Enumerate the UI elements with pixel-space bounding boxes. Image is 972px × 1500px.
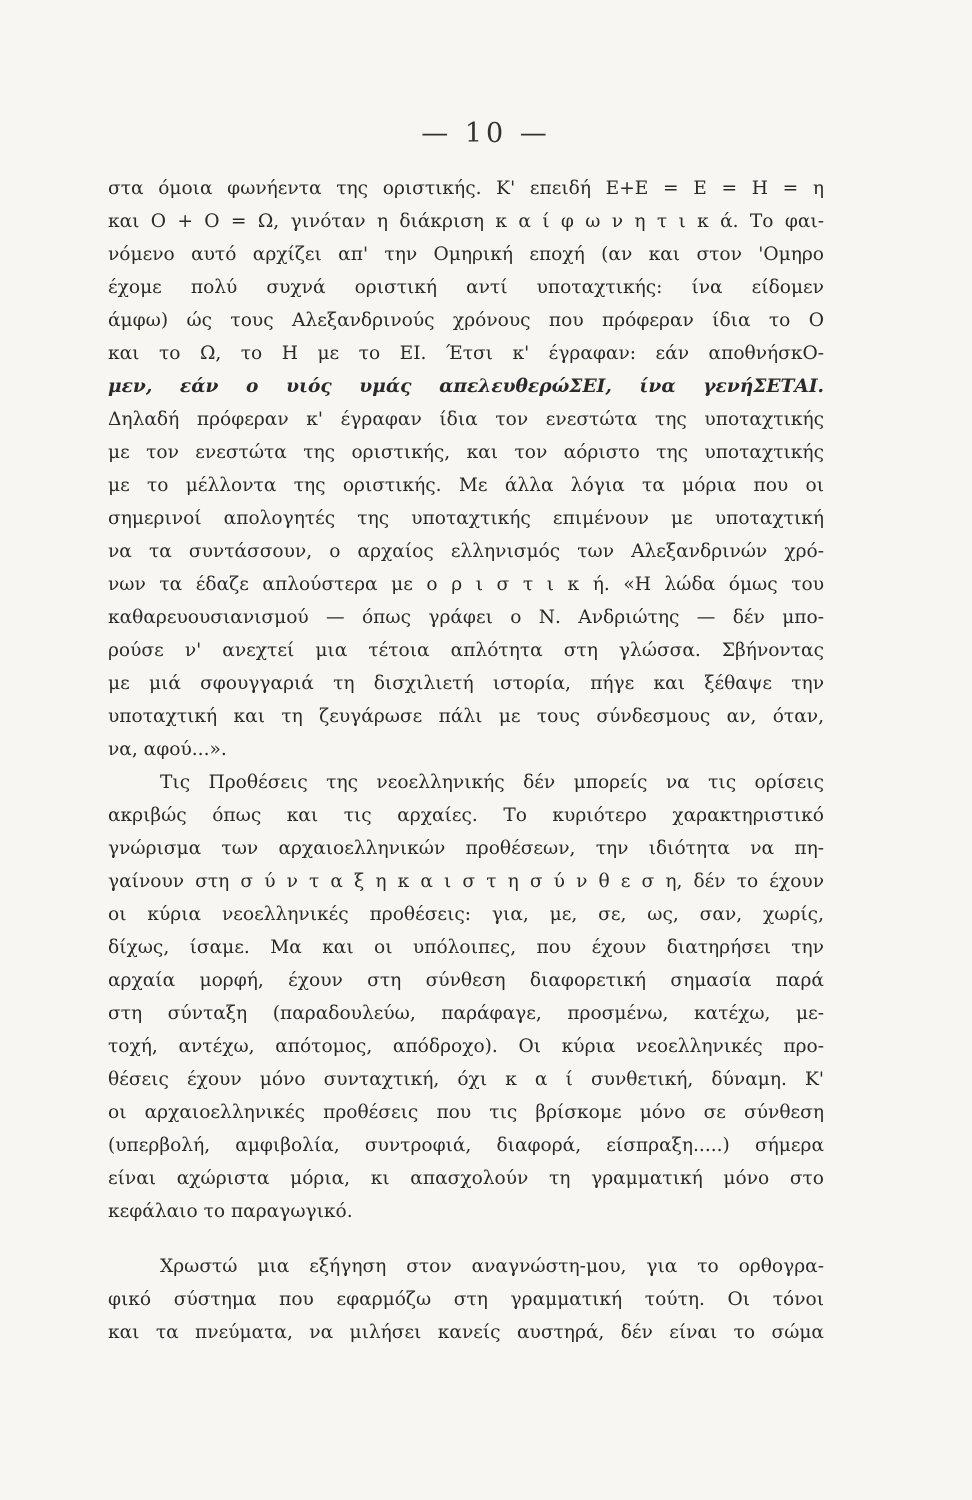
text-line: καθαρευουσιανισμού — όπως γράφει ο Ν. Ανδριώτης — δέν μπο- — [108, 607, 824, 628]
paragraph-3 — [108, 1250, 824, 1349]
text-line: να τα συντάσσουν, ο αρχαίος ελληνισμός των Αλεξανδρινών χρό- — [108, 541, 824, 562]
text-line: οι αρχαιοελληνικές προθέσεις που τις βρίσκομε μόνο σε σύνθεση — [108, 1102, 824, 1123]
text-line: αρχαία μορφή, έχουν στη σύνθεση διαφορετική σημασία παρά — [108, 970, 824, 991]
text-line: γνώρισμα των αρχαιοελληνικών προθέσεων, την ιδιότητα να πη- — [108, 838, 824, 859]
text-line: ρούσε ν' ανεχτεί μια τέτοια απλότητα στη γλώσσα. Σβήνοντας — [108, 640, 824, 661]
text-line: και Ο + Ο = Ω, γινόταν η διάκριση κ α ί φ ω ν η τ ι κ ά. Το φαι- — [108, 211, 824, 232]
text-line: με το μέλλοντα της οριστικής. Με άλλα λόγια τα μόρια που οι — [108, 475, 824, 496]
text-line: φικό σύστημα που εφαρμόζω στη γραμματική τούτη. Οι τόνοι — [108, 1289, 824, 1310]
text-line: είναι αχώριστα μόρια, κι απασχολούν τη γραμματική μόνο στο — [108, 1168, 824, 1189]
text-line: νων τα έδαζε απλούστερα με ο ρ ι σ τ ι κ ή. «Η λώδα όμως του — [108, 574, 824, 595]
text-line: με τον ενεστώτα της οριστικής, και τον αόριστο της υποταχτικής — [108, 442, 824, 463]
text-line: και τα πνεύματα, να μιλήσει κανείς αυστηρά, δέν είναι το σώμα — [108, 1322, 824, 1343]
page-number: — 10 — — [421, 118, 551, 149]
text-line: ακριβώς όπως και τις αρχαίες. Το κυριότερο χαρακτηριστικό — [108, 805, 824, 826]
text-line: έχομε πολύ συχνά οριστική αντί υποταχτικής: ίνα είδομεν — [108, 277, 824, 298]
text-line: Χρωστώ μια εξήγηση στον αναγνώστη-μου, για το ορθογρα- — [160, 1256, 824, 1277]
text-line: θέσεις έχουν μόνο συνταχτική, όχι κ α ί συνθετική, δύναμη. Κ' — [108, 1069, 824, 1090]
text-line: νόμενο αυτό αρχίζει απ' την Ομηρική εποχή (αν και στον 'Ομηρο — [108, 244, 824, 265]
text-line: στη σύνταξη (παραδουλεύω, παράφαγε, προσμένω, κατέχω, με- — [108, 1003, 824, 1024]
text-line: και το Ω, το Η με το ΕΙ. Έτσι κ' έγραφαν: εάν αποθνήσκΟ- — [108, 343, 824, 364]
text-line: κεφάλαιο το παραγωγικό. — [108, 1201, 353, 1222]
text-line: υποταχτική και τη ζευγάρωσε πάλι με τους σύνδεσμους αν, όταν, — [108, 706, 824, 727]
text-line: Δηλαδή πρόφεραν κ' έγραφαν ίδια τον ενεστώτα της υποταχτικής — [108, 409, 824, 430]
text-line: τοχή, αντέχω, απότομος, απόδροχο). Οι κύρια νεοελληνικές προ- — [108, 1036, 824, 1057]
text-line: γαίνουν στη σ ύ ν τ α ξ η κ α ι σ τ η σ ύ ν θ ε σ η, δέν το έχουν — [108, 871, 824, 892]
text-line: (υπερβολή, αμφιβολία, συντροφιά, διαφορά, είσπραξη.....) σήμερα — [108, 1135, 824, 1156]
text-line: άμφω) ώς τους Αλεξανδρινούς χρόνους που πρόφεραν ίδια το Ο — [108, 310, 824, 331]
text-line: οι κύρια νεοελληνικές προθέσεις: για, με, σε, ως, σαν, χωρίς, — [108, 904, 824, 925]
text-line: Τις Προθέσεις της νεοελληνικής δέν μπορείς να τις ορίσεις — [160, 772, 824, 793]
text-line: δίχως, ίσαμε. Μα και οι υπόλοιπες, που έχουν διατηρήσει την — [108, 937, 824, 958]
text-line: στα όμοια φωνήεντα της οριστικής. Κ' επειδή Ε+Ε = Ε = Η = η — [108, 178, 824, 199]
text-line: να, αφού...». — [108, 739, 227, 760]
text-line: με μιά σφουγγαριά τη δισχιλιετή ιστορία, πήγε και ξέθαψε την — [108, 673, 824, 694]
paragraph-1 — [108, 172, 824, 1228]
text-line: μεν, εάν ο υιός υμάς απελευθερώΣΕΙ, ίνα γενήΣΕΤΑΙ. — [108, 376, 824, 397]
text-line: σημερινοί απολογητές της υποταχτικής επιμένουν με υποταχτική — [108, 508, 824, 529]
